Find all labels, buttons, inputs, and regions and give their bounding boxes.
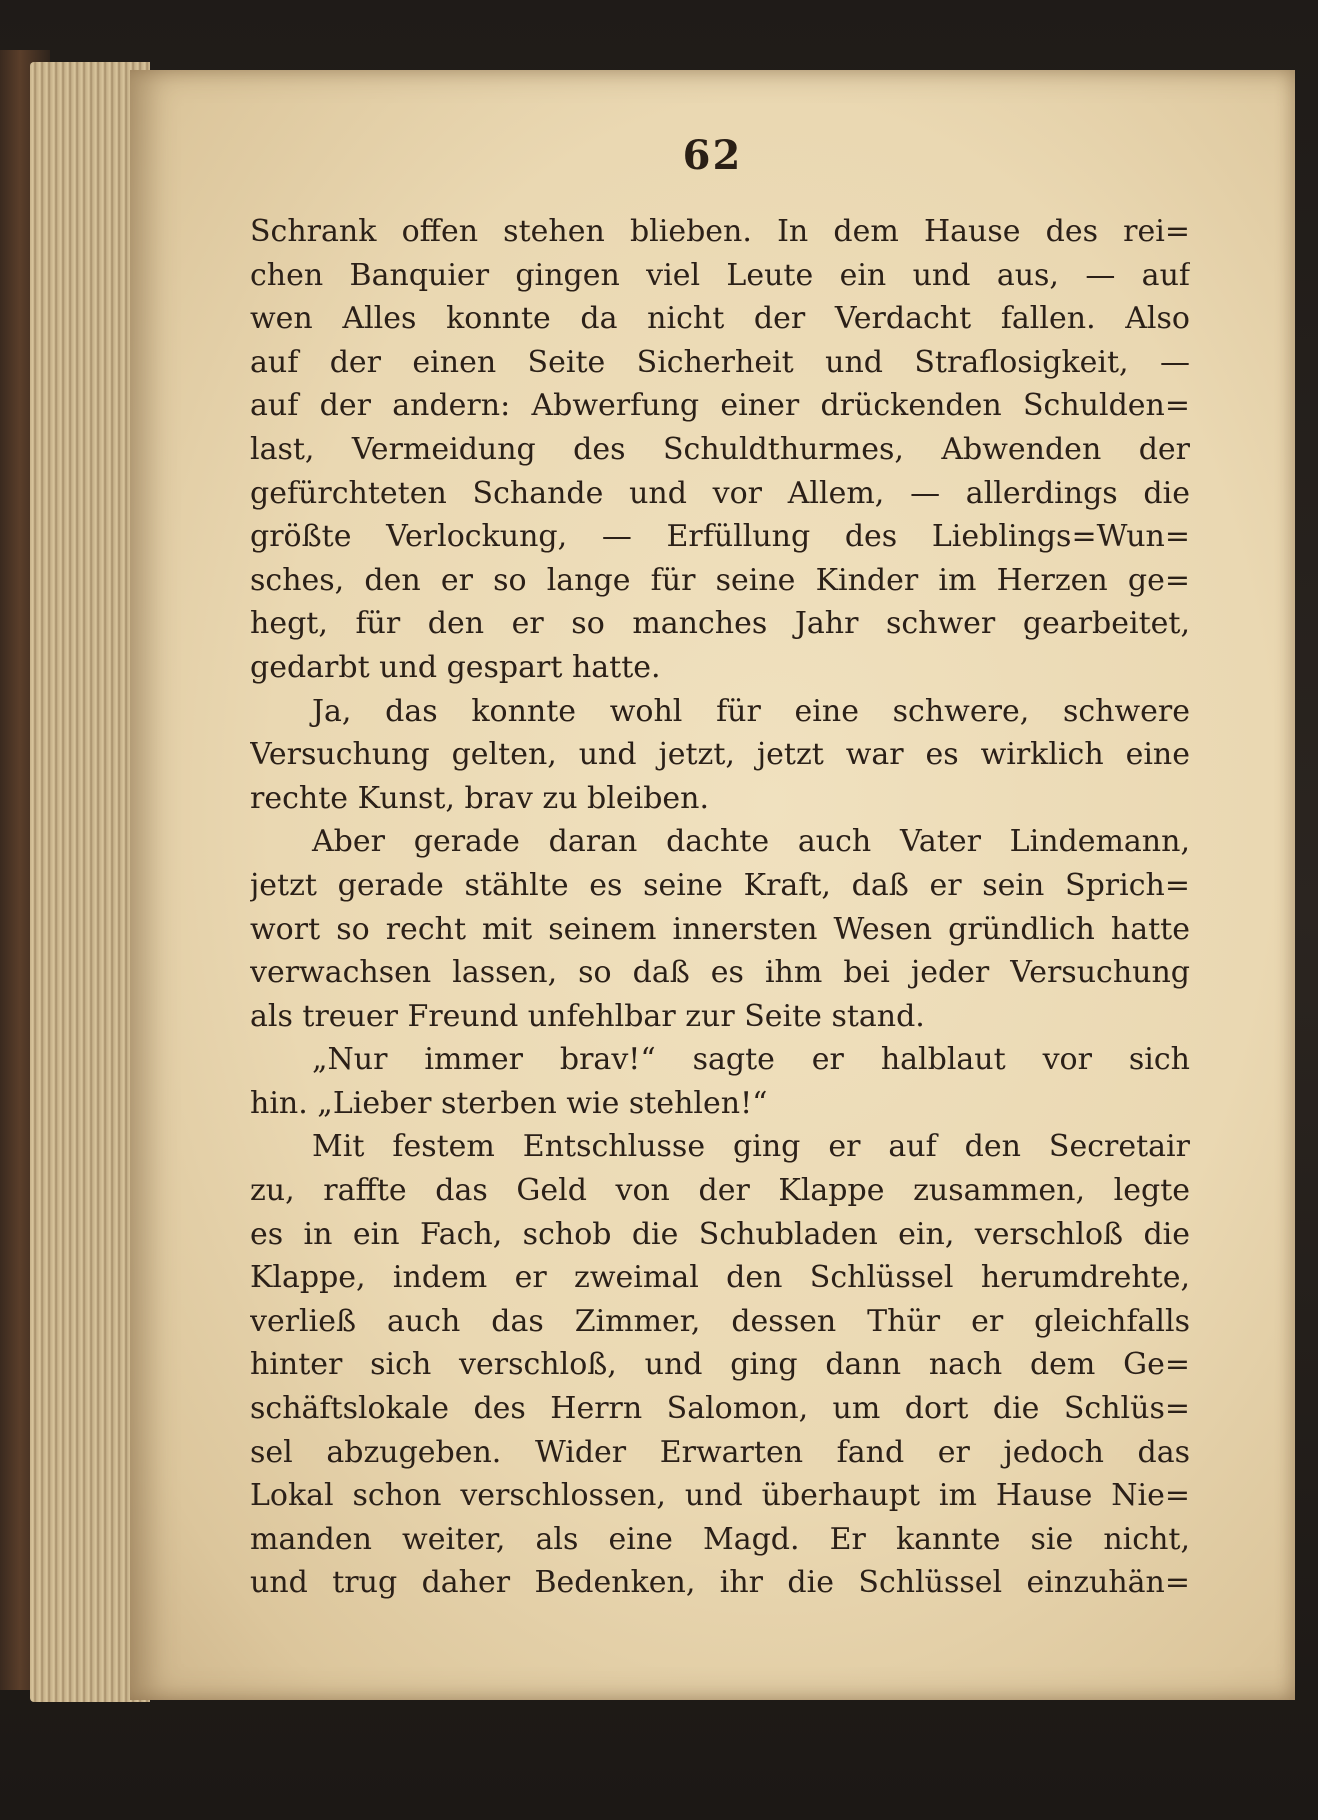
text-line: verließ auch das Zimmer, dessen Thür er gleichfalls xyxy=(250,1303,1190,1339)
text-line: gefürchteten Schande und vor Allem, — allerdings die xyxy=(250,475,1190,511)
text-line: Lokal schon verschlossen, und überhaupt im Hause Nie= xyxy=(250,1478,1190,1514)
body-text xyxy=(250,210,1190,1605)
text-line: schäftslokale des Herrn Salomon, um dort die Schlüs= xyxy=(250,1391,1190,1427)
text-line: wen Alles konnte da nicht der Verdacht fallen. Also xyxy=(250,301,1190,337)
text-line: zu, raffte das Geld von der Klappe zusammen, legte xyxy=(250,1173,1190,1209)
text-line: auf der einen Seite Sicherheit und Straflosigkeit, — xyxy=(250,344,1190,380)
text-line: rechte Kunst, brav zu bleiben. xyxy=(250,780,710,816)
text-line: Versuchung gelten, und jetzt, jetzt war es wirklich eine xyxy=(250,737,1190,773)
text-line: wort so recht mit seinem innersten Wesen gründlich hatte xyxy=(250,911,1190,947)
page-number: 62 xyxy=(682,132,743,179)
text-line: und trug daher Bedenken, ihr die Schlüssel einzuhän= xyxy=(250,1565,1190,1601)
text-line: Klappe, indem er zweimal den Schlüssel herumdrehte, xyxy=(250,1260,1190,1296)
text-line: jetzt gerade stählte es seine Kraft, daß er sein Sprich= xyxy=(250,867,1190,903)
text-line: Aber gerade daran dachte auch Vater Lindemann, xyxy=(312,824,1190,860)
text-line: sel abzugeben. Wider Erwarten fand er jedoch das xyxy=(250,1434,1190,1470)
text-line: chen Banquier gingen viel Leute ein und aus, — auf xyxy=(250,257,1190,293)
text-line: manden weiter, als eine Magd. Er kannte sie nicht, xyxy=(250,1521,1190,1557)
text-line: gedarbt und gespart hatte. xyxy=(250,649,661,685)
text-line: es in ein Fach, schob die Schubladen ein, verschloß die xyxy=(250,1216,1190,1252)
text-line: last, Vermeidung des Schuldthurmes, Abwenden der xyxy=(250,431,1190,467)
text-line: hinter sich verschloß, und ging dann nach dem Ge= xyxy=(250,1347,1190,1383)
text-line: verwachsen lassen, so daß es ihm bei jeder Versuchung xyxy=(250,955,1190,991)
text-line: hin. „Lieber sterben wie stehlen!“ xyxy=(250,1085,768,1121)
text-line: Ja, das konnte wohl für eine schwere, schwere xyxy=(312,693,1190,729)
text-line: sches, den er so lange für seine Kinder im Herzen ge= xyxy=(250,562,1190,598)
text-line: hegt, für den er so manches Jahr schwer gearbeitet, xyxy=(250,606,1190,642)
text-line: Mit festem Entschlusse ging er auf den Secretair xyxy=(312,1129,1190,1165)
text-line: Schrank offen stehen blieben. In dem Hause des rei= xyxy=(250,214,1190,249)
book-page xyxy=(130,70,1295,1700)
text-line: auf der andern: Abwerfung einer drückenden Schulden= xyxy=(250,388,1190,424)
text-line: als treuer Freund unfehlbar zur Seite stand. xyxy=(250,998,925,1034)
text-line: „Nur immer brav!“ sagte er halblaut vor sich xyxy=(312,1042,1190,1078)
text-line: größte Verlockung, — Erfüllung des Lieblings=Wun= xyxy=(250,519,1190,555)
